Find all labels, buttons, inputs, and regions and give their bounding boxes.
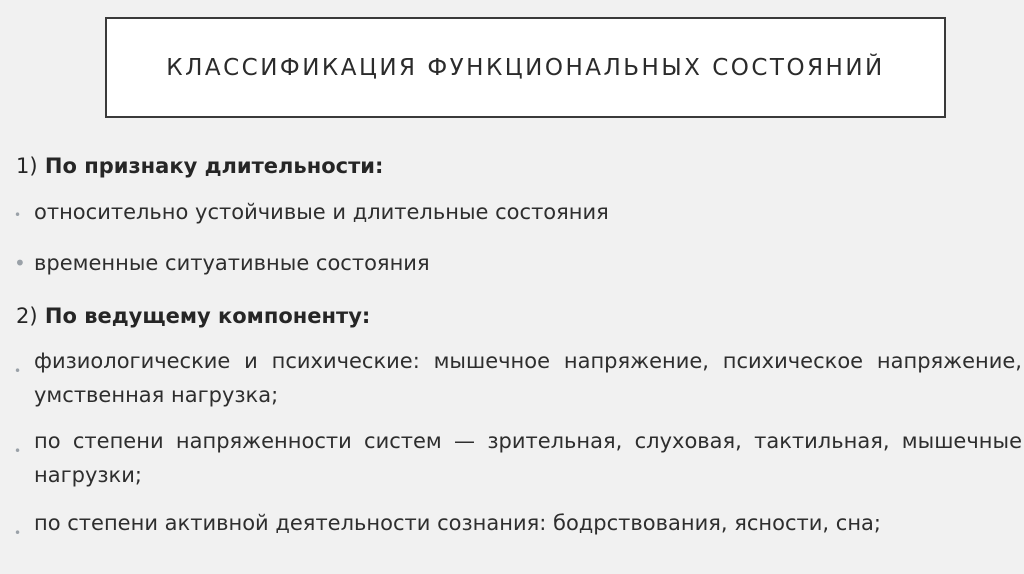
section-2-title: По ведущему компоненту: [44,304,371,328]
section-1-item-1-text: относительно устойчивые и длительные состояния [34,200,609,224]
bullet-icon: • [14,251,26,275]
bullet-icon: • [14,526,22,540]
section-2-item-2 [14,424,1022,492]
section-2-item-2-text: по степени напряженности систем — зрительная, слуховая, тактильная, мышечные нагрузки; [34,429,1022,487]
bullet-icon: • [14,444,22,458]
section-2-item-1 [14,344,1022,412]
section-2-heading [16,304,370,328]
section-1-item-2-text: временные ситуативные состояния [34,251,430,275]
section-1-item-2 [14,246,1022,280]
bullet-icon: • [14,208,22,222]
section-1-title: По признаку длительности: [44,154,384,178]
section-2-item-3-text: по степени активной деятельности сознания: бодрствования, ясности, сна; [34,511,882,535]
section-2-item-3 [14,506,1022,540]
section-1-heading [16,154,383,178]
section-1-item-1 [14,195,1022,229]
slide-title-box [105,17,946,118]
slide-title: КЛАССИФИКАЦИЯ ФУНКЦИОНАЛЬНЫХ СОСТОЯНИЙ [166,54,885,81]
section-1-number: 1) [16,154,38,178]
section-2-number: 2) [16,304,38,328]
section-2-item-1-text: физиологические и психические: мышечное напряжение, психическое напряжение, умственная нагрузка; [34,349,1022,407]
bullet-icon: • [14,364,22,378]
